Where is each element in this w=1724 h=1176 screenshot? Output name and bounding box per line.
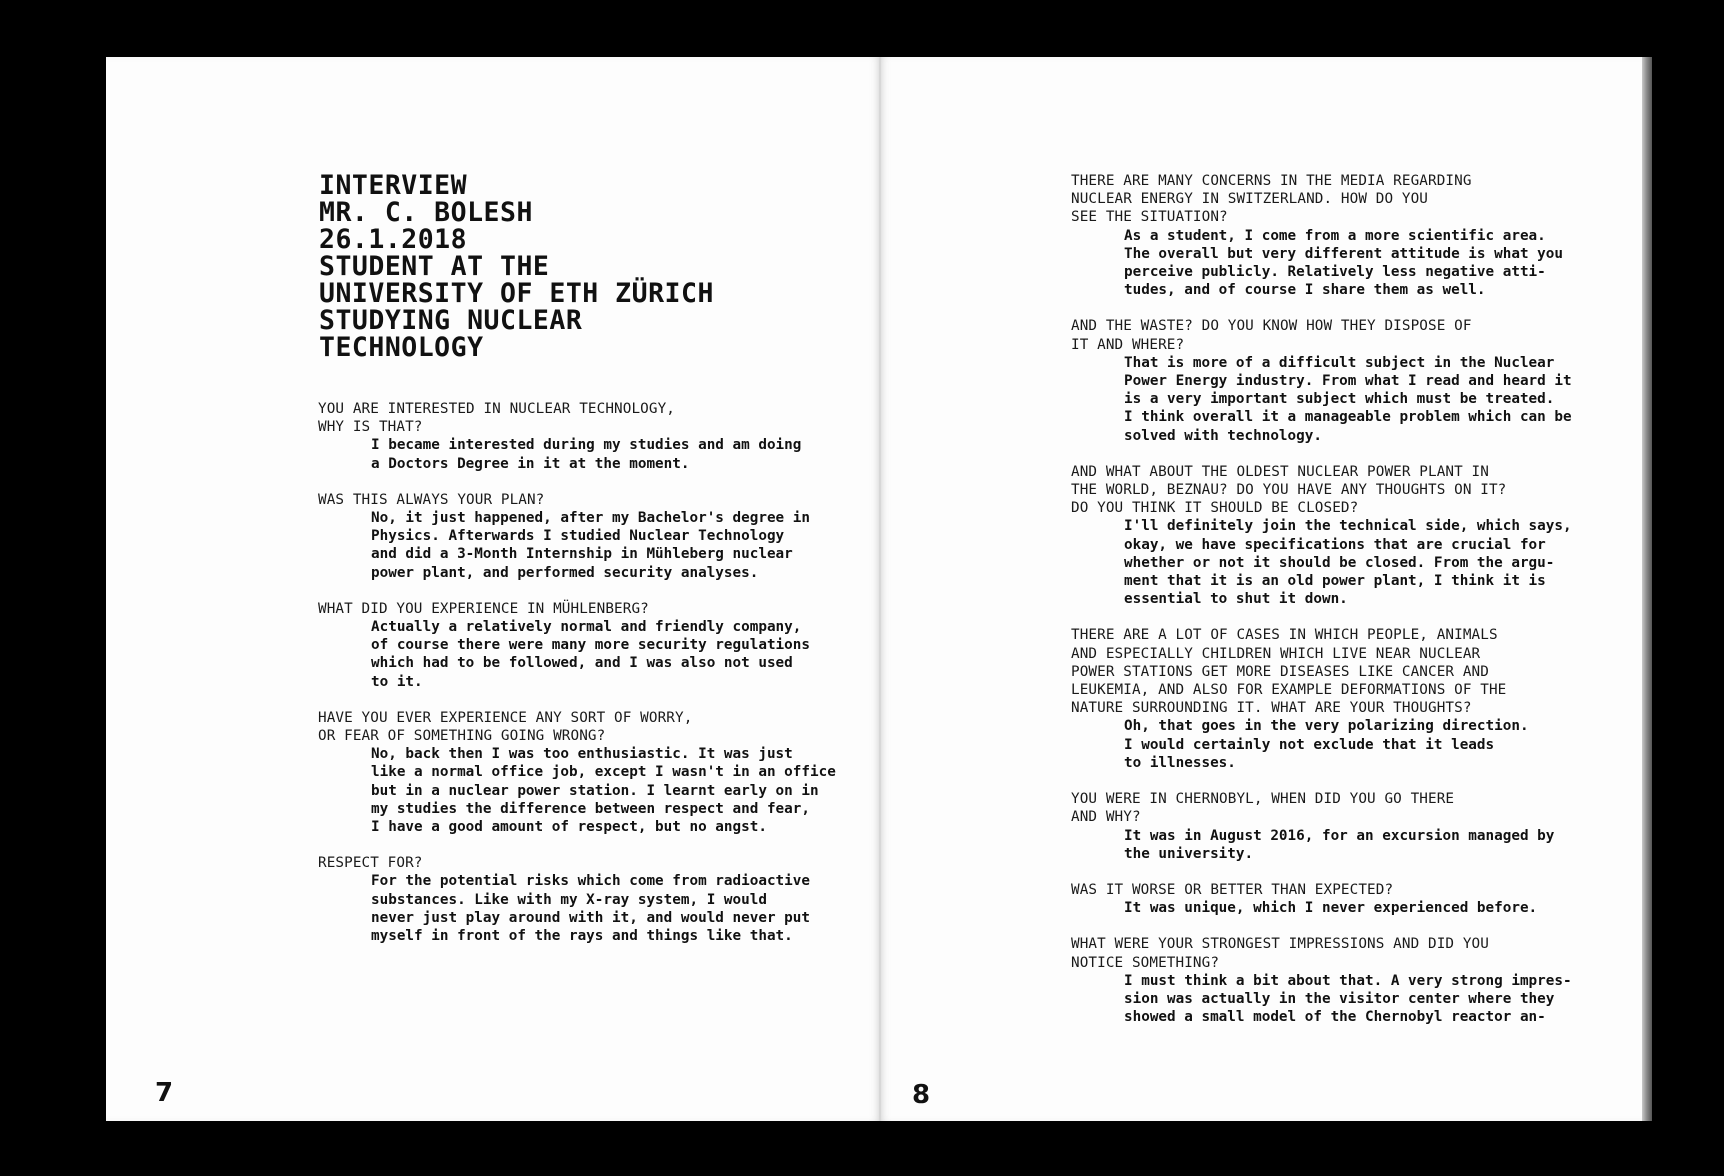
answer-line: to illnesses. — [1124, 754, 1236, 771]
answer-line: whether or not it should be closed. From the argu- — [1124, 554, 1555, 571]
title-line: UNIVERSITY OF ETH ZÜRICH — [319, 278, 714, 309]
answer-line: I think overall it a manageable problem which can be — [1124, 409, 1572, 426]
question-line: WAS IT WORSE OR BETTER THAN EXPECTED? — [1071, 881, 1394, 898]
answer-line: like a normal office job, except I wasn't in an office — [371, 764, 836, 781]
right-interview-column — [1071, 172, 1631, 1044]
question-line: THERE ARE A LOT OF CASES IN WHICH PEOPLE, ANIMALS — [1071, 627, 1498, 644]
book-gutter — [879, 57, 881, 1121]
answer-line: That is more of a difficult subject in the Nuclear — [1124, 354, 1555, 371]
question-line: NATURE SURROUNDING IT. WHAT ARE YOUR THOUGHTS? — [1071, 700, 1472, 717]
answer-line: and did a 3-Month Internship in Mühleberg nuclear — [371, 546, 793, 563]
answer-line: As a student, I come from a more scientific area. — [1124, 227, 1546, 244]
answer-line: the university. — [1124, 845, 1254, 862]
qa-block — [318, 709, 858, 836]
qa-block — [1071, 881, 1631, 917]
answer-line: Oh, that goes in the very polarizing direction. — [1124, 718, 1529, 735]
answer-line: No, it just happened, after my Bachelor's degree in — [371, 510, 810, 527]
answer-line: a Doctors Degree in it at the moment. — [371, 455, 690, 472]
answer-line: showed a small model of the Chernobyl reactor an- — [1124, 1009, 1546, 1026]
title-line: INTERVIEW — [319, 170, 468, 201]
answer-line: my studies the difference between respect and fear, — [371, 800, 810, 817]
qa-block — [1071, 626, 1631, 772]
answer-line: For the potential risks which come from radioactive — [371, 873, 810, 890]
answer-line: Power Energy industry. From what I read and heard it — [1124, 373, 1572, 390]
qa-block — [1071, 935, 1631, 1026]
qa-block — [318, 491, 858, 582]
question-line: OR FEAR OF SOMETHING GOING WRONG? — [318, 728, 606, 745]
answer-line: I became interested during my studies and am doing — [371, 437, 802, 454]
question-line: DO YOU THINK IT SHOULD BE CLOSED? — [1071, 500, 1359, 517]
question-line: WHAT DID YOU EXPERIENCE IN MÜHLENBERG? — [318, 600, 649, 617]
answer-line: I'll definitely join the technical side, which says, — [1124, 518, 1572, 535]
answer-line: of course there were many more security regulations — [371, 637, 810, 654]
answer-line: but in a nuclear power station. I learnt early on in — [371, 782, 819, 799]
answer-line: okay, we have specifications that are crucial for — [1124, 536, 1546, 553]
page-number-left: 7 — [155, 1078, 174, 1108]
answer-line: solved with technology. — [1124, 427, 1322, 444]
answer-line: sion was actually in the visitor center where they — [1124, 990, 1555, 1007]
question-line: AND THE WASTE? DO YOU KNOW HOW THEY DISPOSE OF — [1071, 318, 1472, 335]
answer-line: perceive publicly. Relatively less negative atti- — [1124, 264, 1546, 281]
question-line: SEE THE SITUATION? — [1071, 209, 1228, 226]
question-line: HAVE YOU EVER EXPERIENCE ANY SORT OF WORRY, — [318, 709, 693, 726]
answer-line: myself in front of the rays and things like that. — [371, 928, 793, 945]
answer-line: to it. — [371, 673, 423, 690]
question-line: WHAT WERE YOUR STRONGEST IMPRESSIONS AND DID YOU — [1071, 936, 1489, 953]
title-line: STUDYING NUCLEAR — [319, 305, 583, 336]
title-line: TECHNOLOGY — [319, 332, 484, 363]
answer-line: I have a good amount of respect, but no angst. — [371, 819, 767, 836]
qa-block — [318, 400, 858, 473]
question-line: NOTICE SOMETHING? — [1071, 954, 1220, 971]
qa-block — [1071, 790, 1631, 863]
question-line: YOU ARE INTERESTED IN NUCLEAR TECHNOLOGY, — [318, 401, 676, 417]
answer-line: essential to shut it down. — [1124, 591, 1348, 608]
qa-block — [1071, 317, 1631, 444]
page-number-right: 8 — [912, 1080, 931, 1110]
left-interview-column — [318, 400, 858, 963]
answer-line: tudes, and of course I share them as well. — [1124, 282, 1486, 299]
qa-block — [318, 854, 858, 945]
answer-line: substances. Like with my X-ray system, I would — [371, 891, 767, 908]
question-line: LEUKEMIA, AND ALSO FOR EXAMPLE DEFORMATIONS OF THE — [1071, 682, 1507, 699]
question-line: AND ESPECIALLY CHILDREN WHICH LIVE NEAR NUCLEAR — [1071, 645, 1481, 662]
question-line: RESPECT FOR? — [318, 855, 423, 872]
answer-line: I must think a bit about that. A very strong impres- — [1124, 972, 1572, 989]
question-line: WAS THIS ALWAYS YOUR PLAN? — [318, 491, 545, 508]
question-line: THE WORLD, BEZNAU? DO YOU HAVE ANY THOUGHTS ON IT? — [1071, 482, 1507, 499]
answer-line: It was in August 2016, for an excursion managed by — [1124, 827, 1555, 844]
question-line: WHY IS THAT? — [318, 419, 423, 436]
answer-line: power plant, and performed security analyses. — [371, 564, 759, 581]
answer-line: It was unique, which I never experienced before. — [1124, 900, 1538, 917]
answer-line: Actually a relatively normal and friendly company, — [371, 619, 802, 636]
answer-line: No, back then I was too enthusiastic. It was just — [371, 746, 793, 763]
question-line: AND WHAT ABOUT THE OLDEST NUCLEAR POWER PLANT IN — [1071, 463, 1489, 480]
answer-line: I would certainly not exclude that it leads — [1124, 736, 1495, 753]
question-line: AND WHY? — [1071, 809, 1141, 826]
title-line: MR. C. BOLESH — [319, 197, 533, 228]
answer-line: never just play around with it, and would never put — [371, 909, 810, 926]
answer-line: Physics. Afterwards I studied Nuclear Technology — [371, 528, 785, 545]
question-line: POWER STATIONS GET MORE DISEASES LIKE CANCER AND — [1071, 663, 1489, 680]
qa-block — [1071, 172, 1631, 299]
qa-block — [318, 600, 858, 691]
title-line: 26.1.2018 — [319, 224, 468, 255]
question-line: IT AND WHERE? — [1071, 336, 1185, 353]
answer-line: The overall but very different attitude is what you — [1124, 245, 1563, 262]
answer-line: ment that it is an old power plant, I think it is — [1124, 573, 1546, 590]
question-line: THERE ARE MANY CONCERNS IN THE MEDIA REGARDING — [1071, 173, 1472, 189]
question-line: YOU WERE IN CHERNOBYL, WHEN DID YOU GO THERE — [1071, 791, 1455, 808]
page-edge — [1642, 57, 1652, 1121]
interview-title — [319, 172, 714, 361]
question-line: NUCLEAR ENERGY IN SWITZERLAND. HOW DO YOU — [1071, 191, 1429, 208]
answer-line: is a very important subject which must be treated. — [1124, 391, 1555, 408]
qa-block — [1071, 463, 1631, 609]
title-line: STUDENT AT THE — [319, 251, 550, 282]
answer-line: which had to be followed, and I was also not used — [371, 655, 793, 672]
